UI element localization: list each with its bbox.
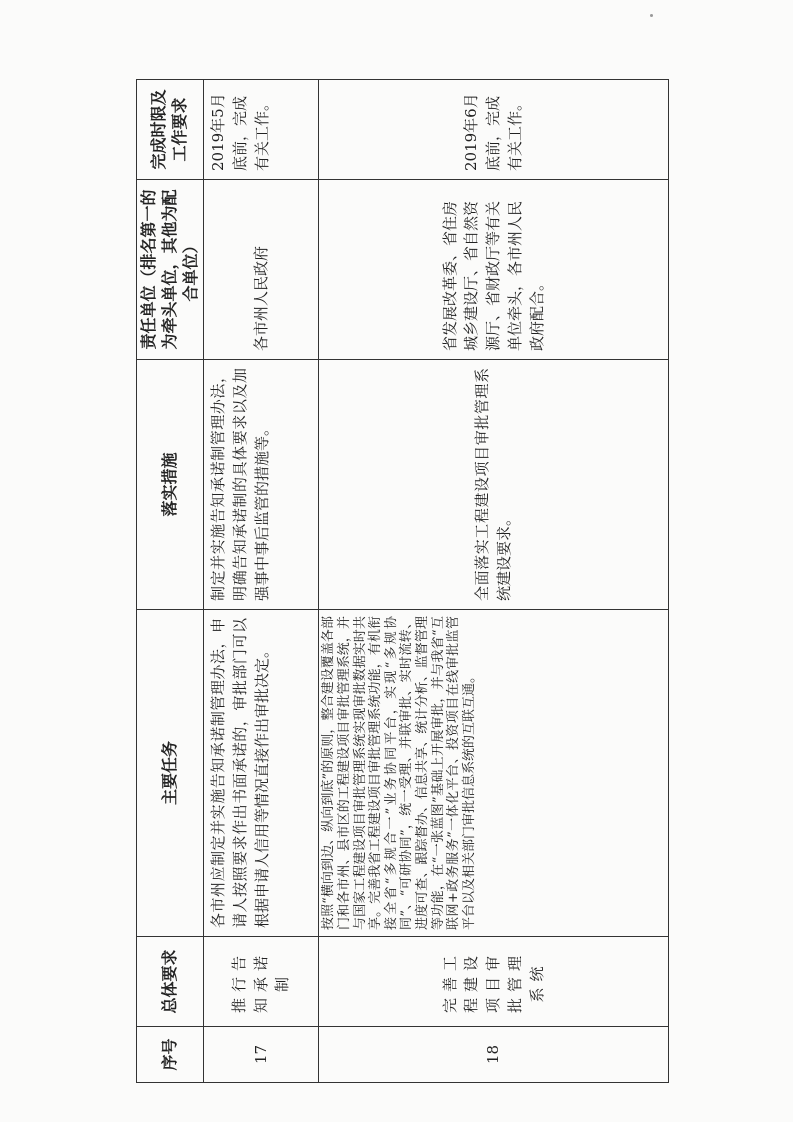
- row-main-task: 按照“横向到边、纵向到底”的原则，整合建设覆盖各部门和各市州、县市区的工程建设项目审批管理系统，并与国家工程建设项目审批管理系统实现审批数据实时共享。完善我省工程建设项目审批管理系统功能，有机衔接全省“多规合一”业务协同平台，实现“多规协同”、“可研协同”，统一受理、并联审批、实时流转、进度可查、跟踪督办、信息共享、统计分析、监督管理等功能，在“一张蓝图”基础上开展审批，并与我省“互联网+政务服务”一体化平台、投资项目在线审批监管平台以及相关部门审批信息系统的互联互通。: [319, 610, 669, 937]
- row-seq: 17: [204, 1027, 319, 1083]
- scan-speck: [650, 14, 653, 17]
- table-row: [319, 80, 669, 1083]
- header-seq: 序号: [137, 1027, 204, 1083]
- row-seq: 18: [319, 1027, 669, 1083]
- row-main-task: 各市州应制定并实施告知承诺制管理办法，申请人按照要求作出书面承诺的，审批部门可以根据申请人信用等情况直接作出审批决定。: [204, 610, 319, 937]
- row-responsible-unit: 各市州人民政府: [204, 180, 319, 360]
- table-row: [204, 80, 319, 1083]
- header-main-task: 主要任务: [137, 610, 204, 937]
- row-measures: 制定并实施告知承诺制管理办法，明确告知承诺制的具体要求以及加强事中事后监管的措施等。: [204, 360, 319, 610]
- header-responsible-unit: 责任单位（排名第一的为牵头单位，其他为配合单位）: [137, 180, 204, 360]
- row-responsible-unit: 省发展改革委、省住房城乡建设厅、省自然资源厅、省财政厅等有关单位牵头，各市州人民政府配合。: [319, 180, 669, 360]
- header-requirement: 总体要求: [137, 937, 204, 1027]
- header-measures: 落实措施: [137, 360, 204, 610]
- row-deadline: 2019年5月底前，完成有关工作。: [204, 80, 319, 180]
- row-deadline: 2019年6月底前，完成有关工作。: [319, 80, 669, 180]
- header-row: [137, 80, 204, 1083]
- row-requirement: 完善工程建设项目审批管理系统: [319, 937, 669, 1027]
- row-requirement: 推行告知承诺制: [204, 937, 319, 1027]
- header-deadline: 完成时限及工作要求: [137, 80, 204, 180]
- row-measures: 全面落实工程建设项目审批管理系统建设要求。: [319, 360, 669, 610]
- rotated-page-content: [136, 80, 661, 1083]
- task-table: [136, 79, 669, 1083]
